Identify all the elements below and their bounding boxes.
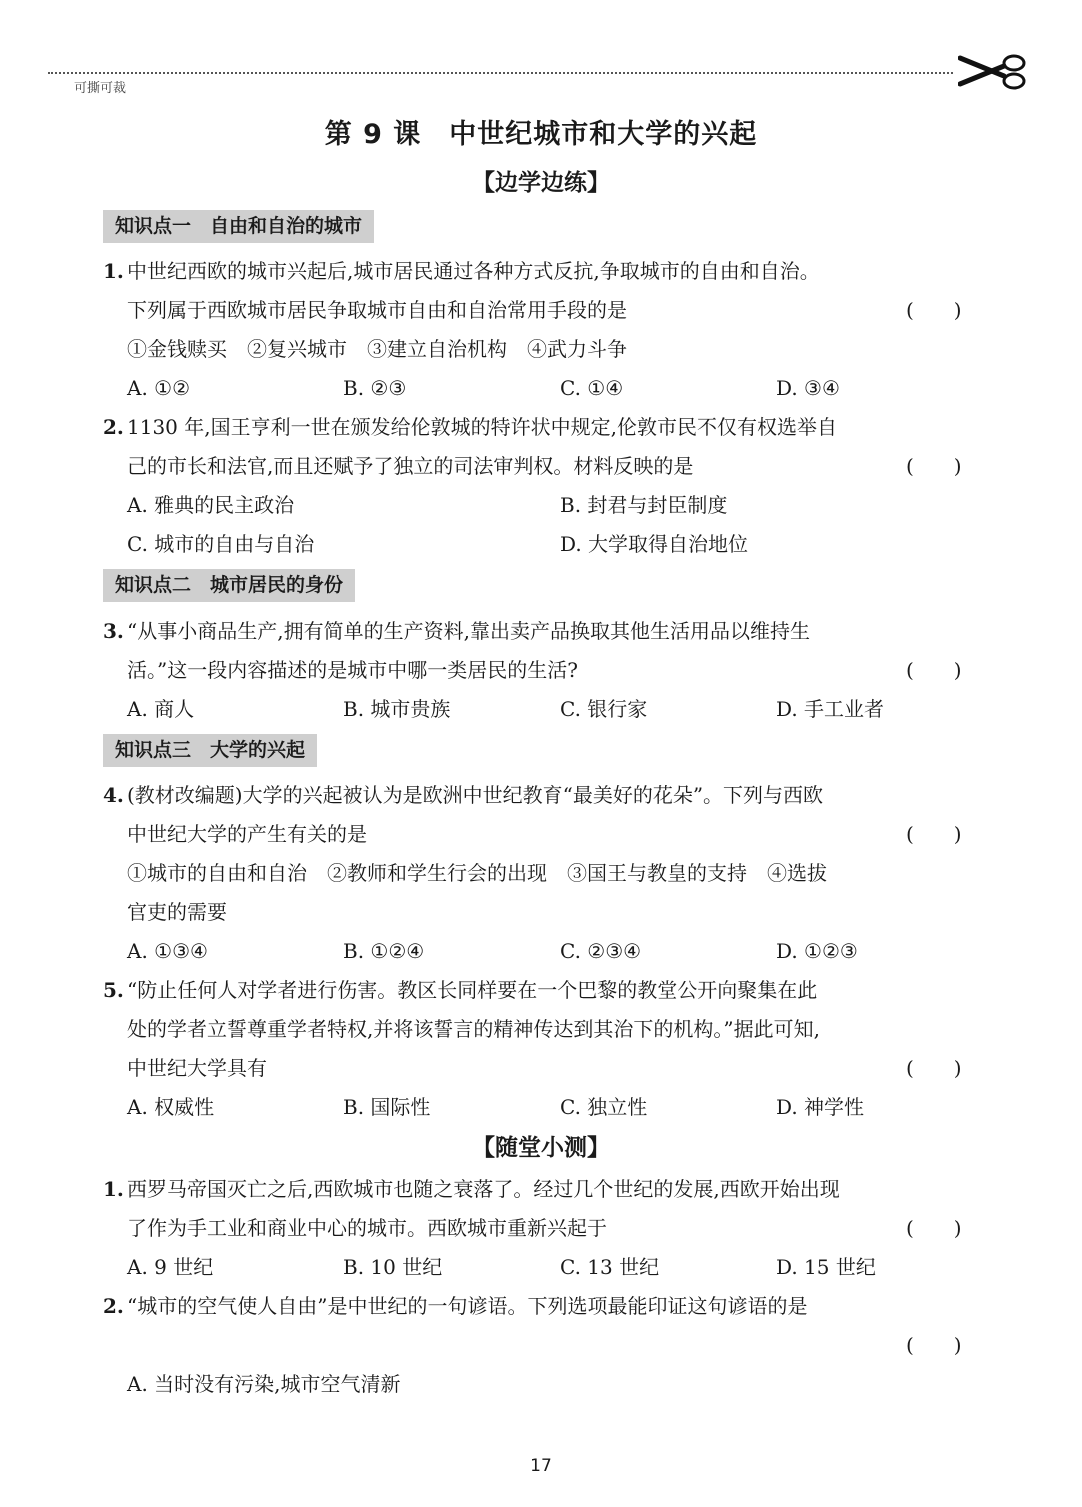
lesson-title: 第 9 课 中世纪城市和大学的兴起: [324, 119, 758, 150]
answer-blank: ( ): [906, 298, 962, 322]
question-text: 中世纪大学具有: [127, 1056, 267, 1080]
option-d: D. 大学取得自治地位: [560, 532, 749, 556]
option-c: C. 城市的自由与自治: [127, 532, 315, 556]
question-text: 下列属于西欧城市居民争取城市自由和自治常用手段的是: [127, 298, 627, 322]
cut-label: 可撕可裁: [74, 81, 127, 96]
question-text: 己的市长和法官,而且还赋予了独立的司法审判权。材料反映的是: [127, 454, 694, 478]
option-c: C. 独立性: [560, 1095, 648, 1119]
knowledge-point-1: 知识点一 自由和自治的城市: [103, 210, 374, 243]
question-items: 官吏的需要: [127, 900, 227, 924]
option-d: D. ①②③: [776, 939, 858, 963]
question-text: 处的学者立誓尊重学者特权,并将该誓言的精神传达到其治下的机构。”据此可知,: [127, 1017, 820, 1041]
option-c: C. ①④: [560, 376, 624, 400]
question-text: “城市的空气使人自由”是中世纪的一句谚语。下列选项最能印证这句谚语的是: [127, 1294, 808, 1318]
option-c: C. ②③④: [560, 939, 642, 963]
option-d: D. ③④: [776, 376, 840, 400]
answer-blank: ( ): [906, 822, 962, 846]
option-c: C. 13 世纪: [560, 1255, 660, 1279]
option-b: B. ①②④: [343, 939, 425, 963]
option-a: A. 9 世纪: [127, 1255, 214, 1279]
option-b: B. 城市贵族: [343, 697, 451, 721]
knowledge-point-3: 知识点三 大学的兴起: [103, 734, 317, 767]
scissors-icon: [958, 52, 1030, 92]
question-text: 中世纪西欧的城市兴起后,城市居民通过各种方式反抗,争取城市的自由和自治。: [127, 259, 820, 283]
knowledge-point-2: 知识点二 城市居民的身份: [103, 569, 355, 602]
option-a: A. 权威性: [127, 1095, 215, 1119]
question-number: 2.: [103, 415, 124, 439]
answer-blank: ( ): [906, 658, 962, 682]
option-a: A. 当时没有污染,城市空气清新: [127, 1372, 401, 1396]
option-a: A. 雅典的民主政治: [127, 493, 295, 517]
question-number: 1.: [103, 259, 124, 283]
option-b: B. 国际性: [343, 1095, 431, 1119]
answer-blank: ( ): [906, 1056, 962, 1080]
option-b: B. ②③: [343, 376, 407, 400]
option-d: D. 15 世纪: [776, 1255, 876, 1279]
option-a: A. 商人: [127, 697, 195, 721]
question-text: (教材改编题)大学的兴起被认为是欧洲中世纪教育“最美好的花朵”。下列与西欧: [127, 783, 824, 807]
question-text: 了作为手工业和商业中心的城市。西欧城市重新兴起于: [127, 1216, 607, 1240]
option-d: D. 神学性: [776, 1095, 865, 1119]
question-number: 1.: [103, 1177, 124, 1201]
cut-line: [48, 72, 953, 74]
question-text: 西罗马帝国灭亡之后,西欧城市也随之衰落了。经过几个世纪的发展,西欧开始出现: [127, 1177, 840, 1201]
question-number: 4.: [103, 783, 124, 807]
question-text: “从事小商品生产,拥有简单的生产资料,靠出卖产品换取其他生活用品以维持生: [127, 619, 810, 643]
section-title-quiz: 【随堂小测】: [472, 1135, 610, 1161]
question-items: ①金钱赎买 ②复兴城市 ③建立自治机构 ④武力斗争: [127, 337, 627, 361]
answer-blank: ( ): [906, 454, 962, 478]
question-text: 中世纪大学的产生有关的是: [127, 822, 367, 846]
page-number: 17: [530, 1456, 552, 1476]
question-text: 活。”这一段内容描述的是城市中哪一类居民的生活?: [127, 658, 578, 682]
question-text: 1130 年,国王亨利一世在颁发给伦敦城的特许状中规定,伦敦市民不仅有权选举自: [127, 415, 837, 439]
answer-blank: ( ): [906, 1333, 962, 1357]
answer-blank: ( ): [906, 1216, 962, 1240]
question-items: ①城市的自由和自治 ②教师和学生行会的出现 ③国王与教皇的支持 ④选拔: [127, 861, 827, 885]
question-text: “防止任何人对学者进行伤害。教区长同样要在一个巴黎的教堂公开向聚集在此: [127, 978, 818, 1002]
question-number: 3.: [103, 619, 124, 643]
option-a: A. ①③④: [127, 939, 208, 963]
option-b: B. 封君与封臣制度: [560, 493, 728, 517]
question-number: 5.: [103, 978, 124, 1002]
section-title-practice: 【边学边练】: [472, 170, 610, 196]
question-number: 2.: [103, 1294, 124, 1318]
option-d: D. 手工业者: [776, 697, 885, 721]
option-b: B. 10 世纪: [343, 1255, 443, 1279]
option-a: A. ①②: [127, 376, 191, 400]
option-c: C. 银行家: [560, 697, 648, 721]
